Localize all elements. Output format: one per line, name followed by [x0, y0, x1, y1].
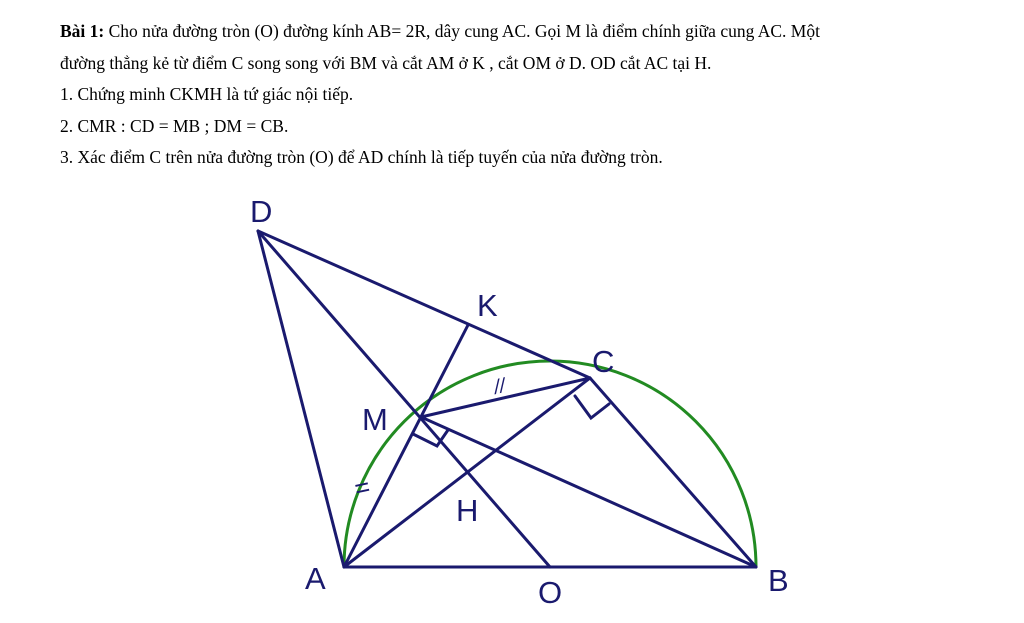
semicircle-arc	[344, 361, 756, 567]
statement-text-1: Cho nửa đường tròn (O) đường kính AB= 2R, dây cung AC. Gọi M là điểm chính giữa cung AC. Một	[104, 21, 820, 41]
label-K: K	[477, 288, 498, 323]
label-C: C	[592, 344, 615, 379]
label-O: O	[538, 575, 563, 610]
equal-mark-AM: =	[351, 471, 373, 504]
right-angle-mark-C	[575, 396, 609, 418]
label-H: H	[456, 493, 479, 528]
segment-MB	[421, 417, 756, 567]
label-B: B	[768, 563, 789, 598]
label-M: M	[362, 402, 388, 437]
equal-mark-MC: //	[491, 375, 508, 399]
question-1: 1. Chứng minh CKMH là tứ giác nội tiếp.	[60, 84, 354, 104]
question-2: 2. CMR : CD = MB ; DM = CB.	[60, 115, 289, 136]
label-A: A	[305, 561, 326, 596]
statement-line-2: đường thẳng kẻ từ điểm C song song với BM và cắt AM ở K , cắt OM ở D. OD cắt AC tại H.	[60, 52, 712, 73]
segment-CB	[590, 378, 756, 567]
segment-DC	[258, 231, 590, 378]
label-D: D	[250, 194, 273, 229]
question-3: 3. Xác điểm C trên nửa đường tròn (O) để AD chính là tiếp tuyến của nửa đường tròn.	[60, 147, 663, 167]
segment-AK	[344, 325, 468, 567]
problem-heading: Bài 1:	[60, 21, 105, 41]
